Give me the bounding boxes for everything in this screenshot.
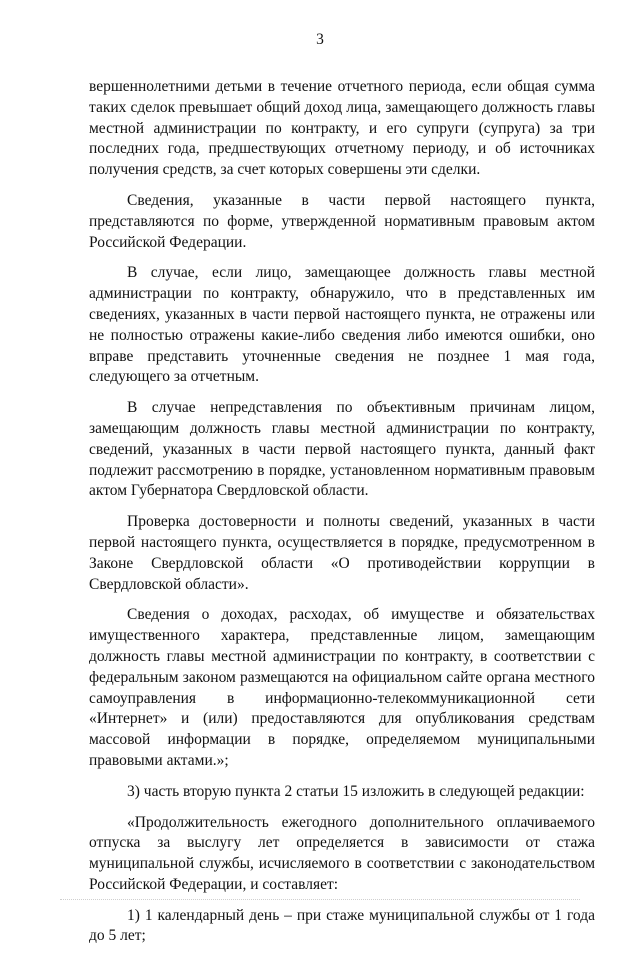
paragraph: «Продолжительность ежегодного дополнительного оплачиваемого отпуска за выслугу лет определяется в зависимости от стажа муниципальной службы, исчисляемого в соответствии с законодательством Российской Федерации, и составляет: — [89, 813, 595, 893]
document-body — [89, 77, 595, 957]
paragraph: Проверка достоверности и полноты сведений, указанных в части первой настоящего пункта, осуществляется в порядке, предусмотренном в Законе Свердловской области «О противодействии коррупции в Свердловской области». — [89, 513, 595, 593]
paragraph: В случае непредставления по объективным причинам лицом, замещающим должность главы местной администрации по контракту, сведений, указанных в части первой настоящего пункта, данный факт подлежит рассмотрению в порядке, установленном нормативным правовым актом Губернатора Свердловской области. — [89, 399, 595, 500]
page-number: 3 — [316, 31, 324, 48]
paragraph: 3) часть вторую пункта 2 статьи 15 изложить в следующей редакции: — [127, 782, 585, 800]
paragraph: Сведения о доходах, расходах, об имуществе и обязательствах имущественного характера, представленные лицом, замещающим должность главы местной администрации по контракту, в соответствии с федеральным законом размещаются на официальном сайте органа местного самоуправления в информационно-телекоммуникационной сети «Интернет» и (или) предоставляются для опубликования средствам массовой информации в порядке, определяемом муниципальными правовыми актами.»; — [89, 606, 595, 769]
scan-edge-line — [60, 899, 580, 901]
paragraph: В случае, если лицо, замещающее должность главы местной администрации по контракту, обнаружило, что в представленных им сведениях, указанных в части первой настоящего пункта, не отражены или не полностью отражены какие-либо сведения либо имеются ошибки, оно вправе представить уточненные сведения не позднее 1 мая года, следующего за отчетным. — [89, 264, 595, 386]
paragraph: 1) 1 календарный день – при стаже муниципальной службы от 1 года до 5 лет; — [89, 906, 595, 945]
paragraph: Сведения, указанные в части первой настоящего пункта, представляются по форме, утвержденной нормативным правовым актом Российской Федерации. — [89, 191, 595, 251]
paragraph: вершеннолетними детьми в течение отчетного периода, если общая сумма таких сделок превышает общий доход лица, замещающего должность главы местной администрации по контракту, и его супруги (супруга) за три последних года, предшествующих отчетному периоду, и об источниках получения средств, за счет которых совершены эти сделки. — [89, 78, 595, 179]
